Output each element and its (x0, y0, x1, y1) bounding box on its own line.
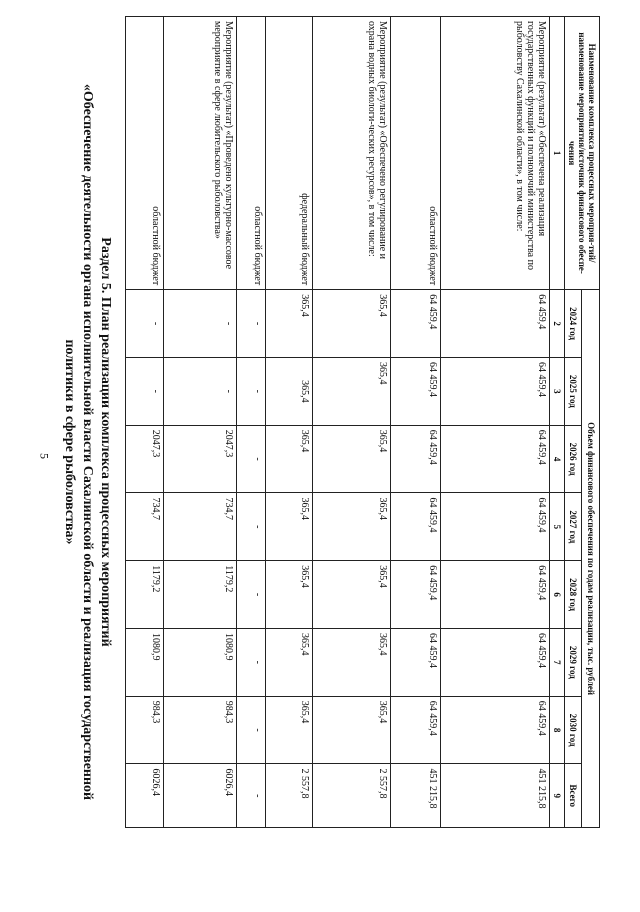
column-number: 2 (550, 290, 565, 358)
table-cell: 1179,2 (163, 561, 236, 629)
table-cell: 64 459,4 (391, 696, 441, 764)
row-name: Мероприятие (результат) «Проведено культурно-массовое мероприятие в сфере любительского рыболовства» (163, 17, 236, 290)
table-cell: 734,7 (126, 493, 164, 561)
table-cell: 64 459,4 (441, 425, 550, 493)
row-name: федеральный бюджет (265, 17, 312, 290)
table-cell: 365,4 (265, 290, 312, 358)
table-cell: 365,4 (313, 696, 391, 764)
table-cell: 365,4 (265, 357, 312, 425)
table-cell: 64 459,4 (441, 561, 550, 629)
table-cell: 2 557,8 (313, 764, 391, 828)
table-cell: 64 459,4 (391, 425, 441, 493)
table-cell: 1179,2 (126, 561, 164, 629)
table-cell: 365,4 (313, 290, 391, 358)
column-number: 1 (550, 17, 565, 290)
table-cell: 1080,9 (126, 628, 164, 696)
table-cell: 64 459,4 (441, 696, 550, 764)
table-row-activity-3 (163, 17, 236, 828)
table-cell: 64 459,4 (391, 493, 441, 561)
table-cell: - (237, 628, 265, 696)
year-header: 2026 год (565, 425, 583, 493)
page-number: 5 (37, 453, 52, 459)
table-cell: - (237, 493, 265, 561)
column-number: 8 (550, 696, 565, 764)
header-name-cell: Наименование комплекса процессных мероприя-тий/наименование мероприятия/источник финансового обеспе-чения (565, 17, 600, 290)
table-cell: - (163, 290, 236, 358)
table-cell: 64 459,4 (441, 628, 550, 696)
column-number: 4 (550, 425, 565, 493)
year-header: 2025 год (565, 357, 583, 425)
row-name: Мероприятие (результат) «Обеспечена реализация государственных функций и полномочий министерства по рыболовству Сахалинской области», в том числе: (441, 17, 550, 290)
table-cell: 64 459,4 (391, 561, 441, 629)
table-cell: 6026,4 (126, 764, 164, 828)
year-header: 2027 год (565, 493, 583, 561)
table-cell: 64 459,4 (391, 628, 441, 696)
table-cell: 365,4 (313, 425, 391, 493)
row-name: областной бюджет (126, 17, 164, 290)
table-cell: 365,4 (265, 696, 312, 764)
table-cell: 365,4 (313, 357, 391, 425)
table-cell: - (237, 290, 265, 358)
year-header: 2029 год (565, 628, 583, 696)
table-cell: 2047,3 (163, 425, 236, 493)
section-title (60, 36, 114, 848)
table-cell: - (126, 357, 164, 425)
section-title-line: «Обеспечение деятельности органа исполнительной власти Сахалинской области и реализация государственной (80, 83, 95, 801)
column-number: 6 (550, 561, 565, 629)
table-cell: - (237, 696, 265, 764)
table-cell: - (237, 561, 265, 629)
table-cell: 1080,9 (163, 628, 236, 696)
column-number: 7 (550, 628, 565, 696)
total-header: Всего (565, 764, 583, 828)
table-cell: - (237, 764, 265, 828)
section-title-line: Раздел 5. План реализации комплекса процессных мероприятий (98, 237, 113, 647)
table-row-source (126, 17, 164, 828)
table-cell: 2047,3 (126, 425, 164, 493)
table-cell: 64 459,4 (441, 290, 550, 358)
table-cell: 365,4 (265, 628, 312, 696)
year-header: 2028 год (565, 561, 583, 629)
table-cell: - (237, 357, 265, 425)
table-row-source (265, 17, 312, 828)
table-cell: 64 459,4 (441, 493, 550, 561)
table-cell: - (237, 425, 265, 493)
table-cell: 64 459,4 (391, 290, 441, 358)
table-cell: 64 459,4 (441, 357, 550, 425)
table-cell: 365,4 (265, 425, 312, 493)
table-row-source (237, 17, 265, 828)
section-title-line: политики в сфере рыболовства» (62, 339, 77, 545)
table-cell: - (126, 290, 164, 358)
table-cell: 365,4 (313, 493, 391, 561)
row-name: областной бюджет (237, 17, 265, 290)
header-group-cell: Объем финансового обеспечения по годам реализации, тыс. рублей (582, 290, 600, 828)
table-cell: 451 215,8 (391, 764, 441, 828)
year-header: 2030 год (565, 696, 583, 764)
table-cell: - (163, 357, 236, 425)
table-cell: 984,3 (163, 696, 236, 764)
row-name: Мероприятие (результат) «Обеспечено регулирование и охрана водных биологи-ческих ресурсов», в том числе: (313, 17, 391, 290)
financing-table (125, 16, 600, 828)
column-number: 9 (550, 764, 565, 828)
column-number: 3 (550, 357, 565, 425)
table-cell: 365,4 (265, 493, 312, 561)
table-cell: 6026,4 (163, 764, 236, 828)
rotated-page-content (40, 16, 600, 896)
table-row-activity-2 (313, 17, 391, 828)
table-row-source (391, 17, 441, 828)
column-number: 5 (550, 493, 565, 561)
table-cell: 365,4 (313, 628, 391, 696)
row-name: областной бюджет (391, 17, 441, 290)
table-cell: 984,3 (126, 696, 164, 764)
year-header: 2024 год (565, 290, 583, 358)
table-cell: 365,4 (313, 561, 391, 629)
header-row-group (582, 17, 600, 828)
table-row-activity-1 (441, 17, 550, 828)
table-cell: 451 215,8 (441, 764, 550, 828)
table-cell: 2 557,8 (265, 764, 312, 828)
table-cell: 365,4 (265, 561, 312, 629)
table-cell: 734,7 (163, 493, 236, 561)
table-cell: 64 459,4 (391, 357, 441, 425)
column-number-row (550, 17, 565, 828)
